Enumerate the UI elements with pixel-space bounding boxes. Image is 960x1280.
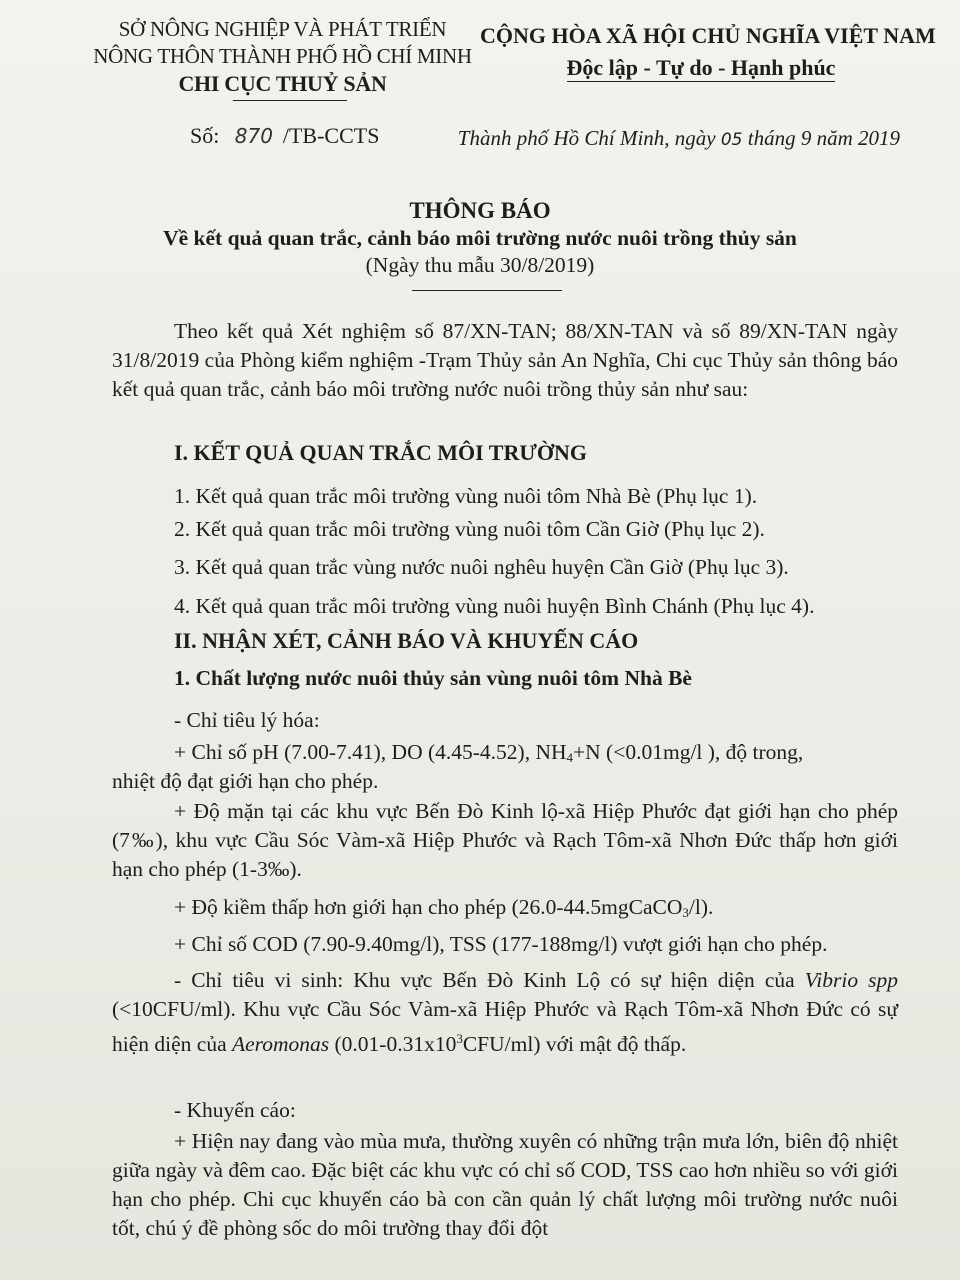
alkalinity-line [174,893,713,927]
visinh-sup: 3 [456,1031,463,1046]
agency-header [70,16,495,97]
ph-line-2: nhiệt độ đạt giới hạn cho phép. [112,769,379,793]
agency-line-2: NÔNG THÔN THÀNH PHỐ HỒ CHÍ MINH [93,44,472,68]
title-divider [412,290,562,291]
notice-subject: Về kết quả quan trắc, cảnh báo môi trường nước nuôi trồng thủy sản [163,226,797,250]
sample-date: (Ngày thu mẫu 30/8/2019) [365,253,595,277]
notice-title: THÔNG BÁO [409,198,551,223]
recommendation-label: - Khuyến cáo: [174,1098,296,1122]
recommendation-paragraph: + Hiện nay đang vào mùa mưa, thường xuyên có những trận mưa lớn, biên độ nhiệt giữa ngày và đêm cao. Đặc biệt các khu vực có chỉ số COD, TSS cao hơn nhiều so với giới hạn cho phép. Chi cục khuyến cáo bà con cần quản lý chất lượng môi trường nước nuôi tốt, chú ý đề phòng sốc do môi trường thay đổi đột [112,1129,898,1240]
doc-no-code: /TB-CCTS [282,123,380,148]
section-2-sub-1: 1. Chất lượng nước nuôi thủy sản vùng nuôi tôm Nhà Bè [174,666,692,690]
agency-line-3: CHI CỤC THUỶ SẢN [178,71,387,96]
visinh-2: (<10CFU/ml). Khu vực Cầu Sóc Vàm-xã Hiệp Phước và Rạch Tôm-xã Nhơn Đức có sự hiện diện của [112,997,898,1056]
intro-paragraph: Theo kết quả Xét nghiệm số 87/XN-TAN; 88/XN-TAN và số 89/XN-TAN ngày 31/8/2019 của Phòng kiểm nghiệm -Trạm Thủy sản An Nghĩa, Chi cục Thủy sản thông báo kết quả quan trắc, cảnh báo môi trường nước nuôi trồng thủy sản như sau: [112,319,898,401]
section-1-heading: I. KẾT QUẢ QUAN TRẮC MÔI TRƯỜNG [174,440,587,465]
doc-no-label: Số: [190,123,220,148]
section-1-item-4: 4. Kết quả quan trắc môi trường vùng nuôi huyện Bình Chánh (Phụ lục 4). [174,594,815,618]
alk-sub: 3 [682,905,689,920]
date-day: 05 [720,130,743,150]
salinity-paragraph: + Độ mặn tại các khu vực Bến Đò Kinh lộ-xã Hiệp Phước đạt giới hạn cho phép (7‰), khu vực Cầu Sóc Vàm-xã Hiệp Phước và Rạch Tôm-xã Nhơn Đức thấp hơn giới hạn cho phép (1-3‰). [112,799,898,881]
section-1-item-2: 2. Kết quả quan trắc môi trường vùng nuôi tôm Cần Giờ (Phụ lục 2). [174,517,765,541]
doc-no-handwritten: 870 [234,124,273,148]
date-place: Thành phố Hồ Chí Minh, ngày [457,126,716,150]
country-name: CỘNG HÒA XÃ HỘI CHỦ NGHĨA VIỆT NAM [480,23,936,48]
microbial-paragraph [112,966,898,1059]
lyhoa-label: - Chỉ tiêu lý hóa: [174,708,320,732]
alk-post: /l). [688,895,714,919]
document-number [190,123,379,149]
vibrio-term: Vibrio spp [804,968,899,992]
ph-pre: + Chỉ số pH (7.00-7.41), DO (4.45-4.52), NH [174,740,567,764]
date-rest: tháng 9 năm 2019 [747,126,900,150]
visinh-4: CFU/ml) với mật độ thấp. [462,1032,687,1056]
ph-sub: 4 [566,750,574,765]
visinh-3: (0.01-0.31x10 [329,1032,457,1056]
section-1-item-3: 3. Kết quả quan trắc vùng nước nuôi nghêu huyện Cần Giờ (Phụ lục 3). [174,555,789,579]
visinh-1: - Chỉ tiêu vi sinh: Khu vực Bến Đò Kinh Lộ có sự hiện diện của [174,968,795,992]
ph-post: +N (<0.01mg/l ), độ trong, [573,740,804,764]
section-1-item-1: 1. Kết quả quan trắc môi trường vùng nuôi tôm Nhà Bè (Phụ lục 1). [174,484,758,508]
section-2-heading: II. NHẬN XÉT, CẢNH BÁO VÀ KHUYẾN CÁO [174,628,639,653]
national-header [480,20,936,84]
motto: Độc lập - Tự do - Hạnh phúc [566,55,836,80]
agency-underline [233,100,347,101]
aeromonas-term: Aeromonas [232,1032,330,1056]
document-date [458,126,900,151]
agency-line-1: SỞ NÔNG NGHIỆP VÀ PHÁT TRIỂN [118,17,447,41]
alk-pre: + Độ kiềm thấp hơn giới hạn cho phép (26.0-44.5mgCaCO [174,895,683,919]
cod-line: + Chỉ số COD (7.90-9.40mg/l), TSS (177-188mg/l) vượt giới hạn cho phép. [174,932,828,956]
